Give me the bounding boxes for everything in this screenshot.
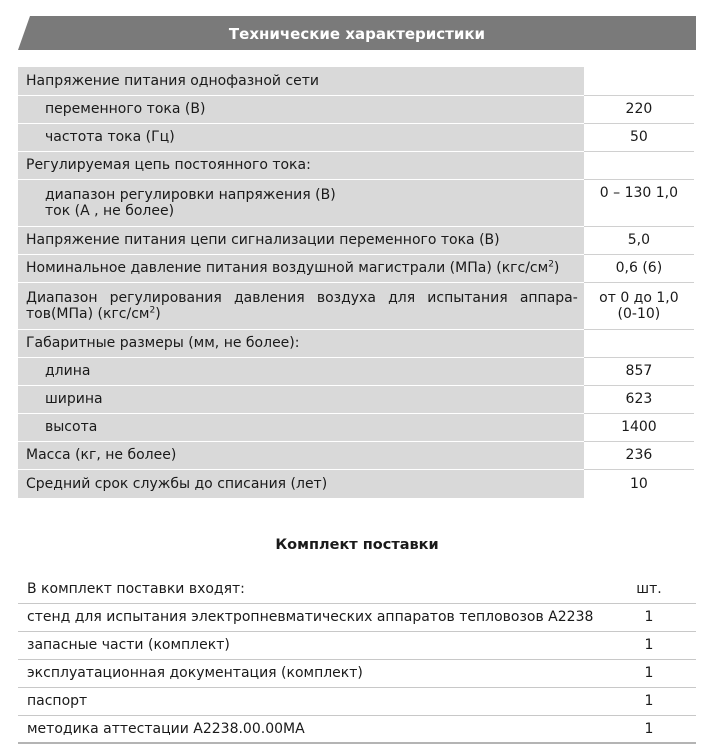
spec-row [18,67,694,95]
spec-value: 5,0 [584,226,694,254]
kit-header-unit: шт. [619,575,696,603]
spec-label: Масса (кг, не более) [18,441,584,469]
spec-row [18,441,694,469]
kit-row [18,603,696,631]
kit-table [18,575,696,744]
section-banner [18,16,696,50]
kit-header-row [18,575,696,603]
spec-value: 857 [584,357,694,385]
spec-value: 50 [584,123,694,151]
spec-value: 0 – 130 1,0 [584,179,694,226]
spec-value [584,329,694,357]
spec-row [18,385,694,413]
spec-row [18,282,694,329]
spec-label [18,254,584,282]
spec-row [18,329,694,357]
spec-row [18,179,694,226]
spec-label: переменного тока (В) [18,95,584,123]
kit-row [18,715,696,743]
spec-label: высота [18,413,584,441]
spec-label: ширина [18,385,584,413]
spec-row [18,413,694,441]
kit-title: Комплект поставки [275,537,439,553]
spec-label: Напряжение питания цепи сигнализации переменного тока (В) [18,226,584,254]
kit-item-name: запасные части (комплект) [18,631,619,659]
spec-value: 236 [584,441,694,469]
kit-item-qty: 1 [619,659,696,687]
spec-label [18,179,584,226]
spec-value [584,151,694,179]
spec-label-line: ток (А , не более) [45,202,175,219]
kit-item-qty: 1 [619,715,696,743]
spec-label: Средний срок службы до списания (лет) [18,469,584,498]
spec-label-close: ) [155,305,161,322]
kit-item-qty: 1 [619,687,696,715]
spec-row [18,254,694,282]
superscript: 2 [548,259,554,270]
spec-value-line: от 0 до 1,0 [599,289,679,306]
spec-value [584,67,694,95]
spec-row [18,151,694,179]
superscript: 2 [149,304,156,315]
kit-item-name: стенд для испытания электропневматических аппаратов тепловозов А2238 [18,603,619,631]
spec-label: Напряжение питания однофазной сети [18,67,584,95]
spec-row [18,95,694,123]
kit-header-label: В комплект поставки входят: [18,575,619,603]
kit-item-qty: 1 [619,603,696,631]
spec-label: Габаритные размеры (мм, не более): [18,329,584,357]
spec-value: 1400 [584,413,694,441]
spec-label-line: диапазон регулировки напряжения (В) [45,186,336,203]
kit-row [18,659,696,687]
spec-label-text: Номинальное давление питания воздушной магистрали (МПа) (кгс/см [26,260,549,276]
kit-item-qty: 1 [619,631,696,659]
specs-table [18,67,694,498]
spec-label: Регулируемая цепь постоянного тока: [18,151,584,179]
kit-row [18,631,696,659]
spec-value: 10 [629,475,648,492]
spec-row [18,123,694,151]
spec-row [18,469,694,498]
spec-value: 220 [584,95,694,123]
kit-item-name: паспорт [18,687,619,715]
spec-value: 623 [584,385,694,413]
spec-label-text: Диапазон регулирования давления воздуха для испытания аппара-тов(МПа) (кгс/см [26,289,578,322]
page-title: Технические характеристики [228,25,486,43]
kit-item-name: методика аттестации А2238.00.00МА [18,715,619,743]
kit-item-name: эксплуатационная документация (комплект) [18,659,619,687]
spec-row [18,226,694,254]
spec-label-close: ) [553,260,560,276]
spec-value: 0,6 (6) [584,254,694,282]
spec-label: частота тока (Гц) [18,123,584,151]
spec-value [584,282,694,329]
kit-row [18,687,696,715]
spec-label [18,282,584,329]
spec-label: длина [18,357,584,385]
spec-value-line: (0-10) [617,305,661,322]
spec-row [18,357,694,385]
